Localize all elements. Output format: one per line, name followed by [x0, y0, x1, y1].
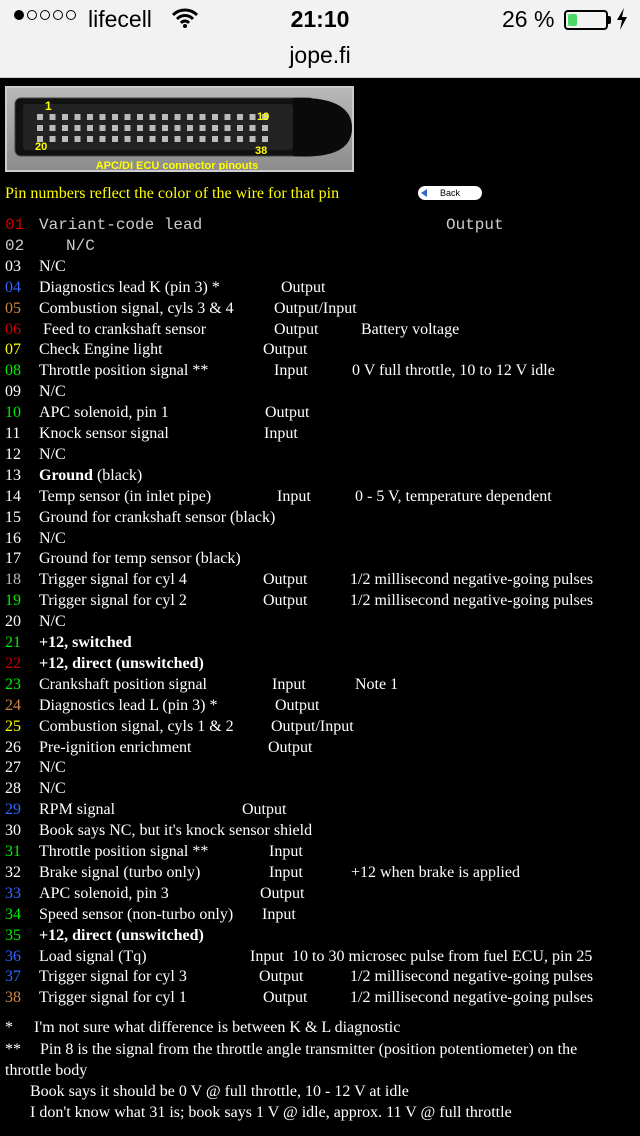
- pin-direction: Output/Input: [274, 299, 357, 317]
- pin-direction: Output: [268, 738, 313, 756]
- pin-number: 15: [5, 508, 21, 526]
- address-bar[interactable]: [0, 40, 640, 78]
- pin-description: Trigger signal for cyl 2: [39, 592, 187, 610]
- pin-number: 29: [5, 801, 21, 819]
- pin-number: 07: [5, 341, 21, 359]
- pin-number: 03: [5, 257, 21, 275]
- pin-description: Temp sensor (in inlet pipe): [39, 487, 212, 505]
- pin-description: Trigger signal for cyl 3: [39, 968, 187, 986]
- pin-number: 09: [5, 383, 21, 401]
- pin-description: Combustion signal, cyls 1 & 2: [39, 717, 234, 735]
- footnote-star-mark: *: [5, 1019, 13, 1036]
- pin-number: 02: [5, 236, 25, 255]
- back-arrow-icon: [421, 189, 427, 197]
- pin-number: 37: [5, 968, 21, 986]
- pin-number: 36: [5, 947, 21, 965]
- pin-description: Load signal (Tq): [39, 947, 147, 965]
- table-row: [0, 592, 640, 612]
- pin-number: 01: [5, 216, 25, 234]
- pin-description: Diagnostics lead L (pin 3) *: [39, 696, 218, 714]
- pin-direction: Output: [275, 696, 320, 714]
- pin-number: 08: [5, 362, 21, 380]
- pin-label-19: 19: [257, 111, 270, 123]
- pin-number: 35: [5, 926, 21, 944]
- pin-number: 22: [5, 654, 21, 672]
- pin-description: Book says NC, but it's knock sensor shield: [39, 822, 313, 840]
- table-row: [0, 906, 640, 926]
- pin-number: 11: [5, 425, 21, 442]
- table-row: [0, 822, 640, 842]
- pin-description: N/C: [39, 383, 66, 401]
- pin-note: 0 - 5 V, temperature dependent: [355, 487, 552, 505]
- pin-description: Variant-code lead: [39, 216, 203, 234]
- pin-label-20: 20: [35, 141, 48, 153]
- pin-direction: Output: [446, 216, 504, 234]
- pin-description: Feed to crankshaft sensor: [43, 320, 207, 338]
- table-row: [0, 927, 640, 947]
- pin-direction: Input: [274, 362, 308, 380]
- table-row: [0, 300, 640, 320]
- footnote-line-4: I don't know what 31 is; book says 1 V @ idle, approx. 11 V @ full throttle: [30, 1104, 512, 1121]
- pin-note: 1/2 millisecond negative-going pulses: [350, 989, 594, 1007]
- pin-note: +12 when brake is applied: [351, 863, 520, 881]
- pin-description: N/C: [39, 529, 66, 547]
- table-row: [0, 404, 640, 424]
- table-row: [0, 968, 640, 988]
- pin-description: Throttle position signal **: [39, 843, 209, 860]
- pin-description: Ground for crankshaft sensor (black): [39, 508, 276, 526]
- pin-description: +12, direct (unswitched): [39, 926, 204, 944]
- pin-direction: Output: [260, 884, 305, 902]
- pin-number: 21: [5, 634, 21, 651]
- back-button[interactable]: Back: [418, 186, 482, 200]
- table-row: [0, 697, 640, 717]
- table-row: [0, 530, 640, 550]
- footnote-dstar-text: Pin 8 is the signal from the throttle angle transmitter (position potentiometer) on the: [40, 1041, 578, 1058]
- pin-note: 0 V full throttle, 10 to 12 V idle: [352, 362, 555, 380]
- table-row: [0, 425, 640, 445]
- pin-direction: Output: [263, 592, 308, 610]
- pin-description: Ground for temp sensor (black): [39, 550, 241, 568]
- pin-number: 04: [5, 278, 21, 296]
- pin-number: 32: [5, 863, 21, 881]
- pin-direction: Input: [262, 905, 296, 923]
- pin-direction: Output: [265, 404, 310, 422]
- footnote-dstar-mark: **: [5, 1041, 21, 1058]
- url-text: jope.fi: [289, 42, 351, 68]
- pin-description: Trigger signal for cyl 4: [39, 571, 187, 589]
- pin-description: Knock sensor signal: [39, 425, 169, 442]
- carrier-name: lifecell: [88, 6, 152, 32]
- connector-image: [5, 86, 354, 172]
- table-row: [0, 780, 640, 800]
- pin-number: 28: [5, 780, 21, 798]
- pin-number: 06: [5, 320, 21, 338]
- pin-description: Crankshaft position signal: [39, 675, 207, 693]
- pin-note: 1/2 millisecond negative-going pulses: [350, 571, 594, 589]
- table-row: [0, 759, 640, 779]
- pin-description: +12, direct (unswitched): [39, 654, 204, 672]
- table-row: [0, 989, 640, 1009]
- pin-note: 1/2 millisecond negative-going pulses: [350, 968, 594, 986]
- table-row: [0, 634, 640, 654]
- table-row: [0, 279, 640, 299]
- pin-direction: Output: [274, 320, 319, 338]
- pin-direction: Input: [269, 843, 303, 860]
- pin-number: 10: [5, 404, 21, 422]
- table-row: [0, 446, 640, 466]
- battery-icon: [564, 10, 608, 30]
- pin-number: 33: [5, 884, 21, 902]
- table-row: [0, 655, 640, 675]
- pin-number: 05: [5, 299, 21, 317]
- table-row: [0, 362, 640, 382]
- pin-description: RPM signal: [39, 801, 116, 819]
- pin-description: Brake signal (turbo only): [39, 863, 201, 881]
- pin-number: 16: [5, 529, 21, 547]
- pin-number: 25: [5, 717, 21, 735]
- pin-number: 17: [5, 550, 21, 568]
- intro-text: Pin numbers reflect the color of the wire for that pin: [5, 185, 340, 202]
- table-row: [0, 509, 640, 529]
- table-row: [0, 885, 640, 905]
- table-row: [0, 237, 640, 257]
- pin-number: 34: [5, 905, 21, 923]
- pin-description: N/C: [39, 445, 66, 463]
- table-row: [0, 801, 640, 821]
- pin-number: 19: [5, 592, 21, 610]
- pin-description: Throttle position signal **: [39, 362, 209, 380]
- battery-percent: 26 %: [502, 6, 555, 32]
- pin-description: Diagnostics lead K (pin 3) *: [39, 278, 220, 296]
- table-row: [0, 341, 640, 361]
- pin-label-1: 1: [45, 99, 52, 113]
- pin-description: Speed sensor (non-turbo only): [39, 905, 234, 923]
- pin-description: N/C: [39, 257, 66, 275]
- pin-number: 31: [5, 843, 21, 860]
- pin-description: Combustion signal, cyls 3 & 4: [39, 299, 234, 317]
- pin-number: 24: [5, 696, 21, 714]
- pin-label-38: 38: [255, 145, 268, 157]
- footnote-star-text: I'm not sure what difference is between K & L diagnostic: [34, 1019, 401, 1036]
- pin-description: N/C: [39, 759, 66, 777]
- pin-direction: Output: [263, 989, 308, 1007]
- pin-number: 27: [5, 759, 21, 777]
- pin-number: 30: [5, 822, 21, 840]
- charging-bolt-icon: [616, 8, 628, 30]
- pin-direction: Input: [250, 947, 284, 965]
- pin-description: N/C: [39, 613, 66, 631]
- pin-description: APC solenoid, pin 1: [39, 404, 169, 422]
- pin-direction: Input: [277, 487, 311, 505]
- table-row: [0, 718, 640, 738]
- pin-description: Pre-ignition enrichment: [39, 738, 192, 756]
- pin-number: 14: [5, 487, 21, 505]
- pin-number: 20: [5, 613, 21, 631]
- table-row: [0, 571, 640, 591]
- table-row: [0, 864, 640, 884]
- pin-direction: Input: [264, 425, 298, 442]
- table-row: [0, 467, 640, 487]
- pin-description: N/C: [66, 236, 95, 255]
- pin-direction: Output: [259, 968, 304, 986]
- table-row: [0, 216, 640, 236]
- pin-note: Note 1: [355, 675, 399, 693]
- pin-description: +12, switched: [39, 634, 132, 651]
- pin-number: 12: [5, 445, 21, 463]
- pin-note: 1/2 millisecond negative-going pulses: [350, 592, 594, 610]
- pin-number: 38: [5, 989, 21, 1007]
- status-bar: [0, 0, 640, 40]
- pin-note: Battery voltage: [361, 320, 460, 338]
- pin-number: 23: [5, 675, 21, 693]
- table-row: [0, 550, 640, 570]
- table-row: [0, 613, 640, 633]
- table-row: [0, 948, 640, 968]
- pin-description: Ground (black): [39, 466, 143, 484]
- pin-description: Check Engine light: [39, 341, 163, 359]
- pin-direction: Input: [272, 675, 306, 693]
- pin-note: 10 to 30 microsec pulse from fuel ECU, pin 25: [292, 947, 593, 965]
- pin-direction: Output: [281, 278, 326, 296]
- pin-description: N/C: [39, 780, 66, 798]
- pin-direction: Output: [242, 801, 287, 819]
- table-row: [0, 321, 640, 341]
- table-row: [0, 258, 640, 278]
- footnote-dstar-text-cont: throttle body: [5, 1062, 88, 1079]
- pin-description: Trigger signal for cyl 1: [39, 989, 187, 1007]
- pin-direction: Output/Input: [271, 717, 354, 735]
- connector-caption: APC/DI ECU connector pinouts: [95, 160, 259, 172]
- table-row: [0, 739, 640, 759]
- table-row: [0, 843, 640, 863]
- pin-direction: Output: [263, 571, 308, 589]
- table-row: [0, 383, 640, 403]
- pin-number: 26: [5, 738, 21, 756]
- pin-direction: Input: [269, 863, 303, 881]
- pin-number: 18: [5, 571, 21, 589]
- pin-number: 13: [5, 466, 21, 484]
- table-row: [0, 488, 640, 508]
- table-row: [0, 676, 640, 696]
- pin-description: APC solenoid, pin 3: [39, 884, 169, 902]
- clock: 21:10: [290, 6, 350, 32]
- pin-direction: Output: [263, 341, 308, 359]
- footnote-line-3: Book says it should be 0 V @ full throttle, 10 - 12 V at idle: [30, 1083, 409, 1100]
